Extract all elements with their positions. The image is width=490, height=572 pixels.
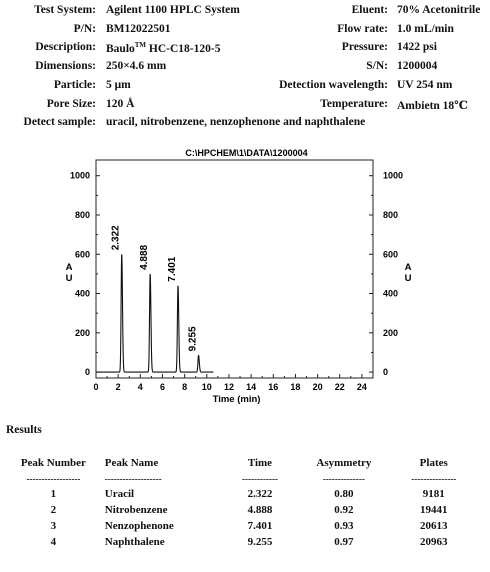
spec-value-sn: 1200004 — [397, 60, 438, 72]
y-tick-label-left: 1000 — [69, 170, 90, 181]
spec-value-pn: BM12022501 — [106, 23, 171, 35]
spec-label-test-system: Test System: — [34, 4, 96, 16]
y-tick-label-right: 200 — [383, 327, 399, 338]
plot-frame — [96, 160, 373, 378]
x-tick-label: 14 — [246, 382, 257, 392]
spec-label-description: Description: — [35, 41, 96, 53]
y-tick-label-left: 600 — [74, 249, 90, 260]
x-tick-label: 16 — [268, 382, 279, 392]
y-tick-label-right: 800 — [383, 209, 399, 220]
peak-label: 4.888 — [139, 244, 151, 270]
y-tick-label-right: 600 — [383, 249, 399, 260]
results-table — [8, 456, 478, 550]
spec-label-temperature: Temperature: — [320, 98, 388, 110]
cell-plates: 20613 — [419, 520, 448, 532]
x-tick-label: 4 — [137, 382, 143, 392]
y-tick-label-left: 400 — [74, 288, 90, 299]
spec-label-dimensions: Dimensions: — [35, 60, 96, 72]
cell-peak-number: 4 — [50, 536, 57, 548]
results-dash-row — [8, 474, 478, 486]
dash-rule: -------------- — [322, 474, 365, 484]
cell-peak-number: 1 — [50, 488, 57, 500]
cell-peak-name: Nenzophenone — [104, 520, 174, 532]
y-axis-label-left: U — [65, 273, 73, 284]
spec-value-dimensions: 250×4.6 mm — [106, 60, 167, 72]
y-axis-label-right: A — [404, 262, 412, 273]
x-tick-label: 8 — [182, 382, 188, 392]
spec-value-temperature: Ambietn 18℃ — [397, 100, 468, 112]
cell-asymmetry: 0.93 — [334, 520, 354, 532]
x-tick-label: 12 — [223, 382, 234, 392]
spec-value-eluent: 70% Acetonitrile — [397, 4, 481, 16]
cell-time: 9.255 — [247, 536, 273, 548]
x-tick-label: 24 — [356, 382, 367, 392]
dash-rule: ------------ — [241, 474, 278, 484]
cell-peak-name: Uracil — [104, 488, 135, 500]
x-tick-label: 22 — [334, 382, 345, 392]
peak-label: 7.401 — [167, 256, 179, 282]
cell-plates: 19441 — [419, 504, 448, 516]
cell-asymmetry: 0.97 — [334, 536, 354, 548]
table-row — [8, 534, 478, 550]
spec-label-flow-rate: Flow rate: — [337, 23, 388, 35]
x-tick-label: 18 — [290, 382, 301, 392]
y-tick-label-right: 400 — [383, 288, 399, 299]
header-peak-name: Peak Name — [104, 457, 159, 469]
chart-title: C:\HPCHEM\1\DATA\1200004 — [185, 148, 308, 158]
peak-label: 2.322 — [110, 225, 122, 251]
y-tick-label-left: 200 — [74, 327, 90, 338]
table-row — [8, 518, 478, 534]
dash-rule: ------------------- — [104, 474, 162, 484]
spec-value-particle: 5 μm — [106, 79, 131, 91]
table-row — [8, 502, 478, 518]
results-title: Results — [6, 424, 42, 436]
dash-rule: ------------------ — [26, 474, 81, 484]
header-asymmetry: Asymmetry — [316, 457, 372, 469]
spec-label-eluent: Eluent: — [351, 4, 388, 16]
x-tick-label: 10 — [201, 382, 212, 392]
description-model: HC-C18-120-5 — [146, 42, 221, 55]
cell-plates: 20963 — [419, 536, 448, 548]
dash-rule: --------------- — [411, 474, 457, 484]
chromatogram-trace — [97, 254, 214, 372]
header-plates: Plates — [419, 457, 448, 469]
cell-asymmetry: 0.92 — [334, 504, 354, 516]
description-brand: Baulo — [106, 42, 135, 55]
y-tick-label-left: 0 — [84, 367, 90, 378]
results-header-row — [8, 456, 478, 474]
spec-label-pn: P/N: — [73, 23, 96, 35]
trademark-mark: TM — [134, 41, 147, 49]
cell-time: 2.322 — [247, 488, 273, 500]
cell-time: 7.401 — [247, 520, 273, 532]
x-axis-label: Time (min) — [212, 394, 261, 405]
cell-peak-number: 3 — [50, 520, 57, 532]
header-peak-number: Peak Number — [20, 457, 86, 469]
x-tick-label: 6 — [159, 382, 165, 392]
spec-label-pressure: Pressure: — [341, 41, 388, 53]
y-tick-label-right: 0 — [383, 367, 389, 378]
cell-peak-name: Nitrobenzene — [104, 504, 168, 516]
cell-asymmetry: 0.80 — [334, 488, 354, 500]
spec-label-pore-size: Pore Size: — [46, 98, 96, 110]
x-tick-label: 20 — [312, 382, 323, 392]
y-axis-label-left: A — [65, 262, 73, 273]
x-tick-label: 2 — [115, 382, 121, 392]
y-tick-label-right: 1000 — [383, 170, 404, 181]
spec-value-flow-rate: 1.0 mL/min — [397, 23, 454, 35]
y-axis-label-right: U — [404, 273, 412, 284]
spec-value-detection-wavelength: UV 254 nm — [397, 79, 453, 91]
spec-label-detection-wavelength: Detection wavelength: — [279, 79, 388, 91]
y-tick-label-left: 800 — [74, 209, 90, 220]
cell-plates: 9181 — [422, 488, 445, 500]
spec-label-sn: S/N: — [366, 60, 388, 72]
cell-peak-name: Naphthalene — [104, 536, 165, 548]
table-row — [8, 486, 478, 502]
header-time: Time — [247, 457, 273, 469]
spec-label-particle: Particle: — [53, 79, 96, 91]
x-tick-label: 0 — [93, 382, 99, 392]
cell-time: 4.888 — [247, 504, 273, 516]
spec-value-pore-size: 120 Å — [106, 98, 135, 110]
cell-peak-number: 2 — [50, 504, 57, 516]
spec-value-detect-sample: uracil, nitrobenzene, nenzophenone and naphthalene — [106, 116, 366, 128]
spec-value-test-system: Agilent 1100 HPLC System — [106, 4, 240, 16]
spec-value-pressure: 1422 psi — [397, 41, 437, 53]
spec-label-detect-sample: Detect sample: — [23, 116, 96, 128]
peak-label: 9.255 — [187, 326, 199, 352]
